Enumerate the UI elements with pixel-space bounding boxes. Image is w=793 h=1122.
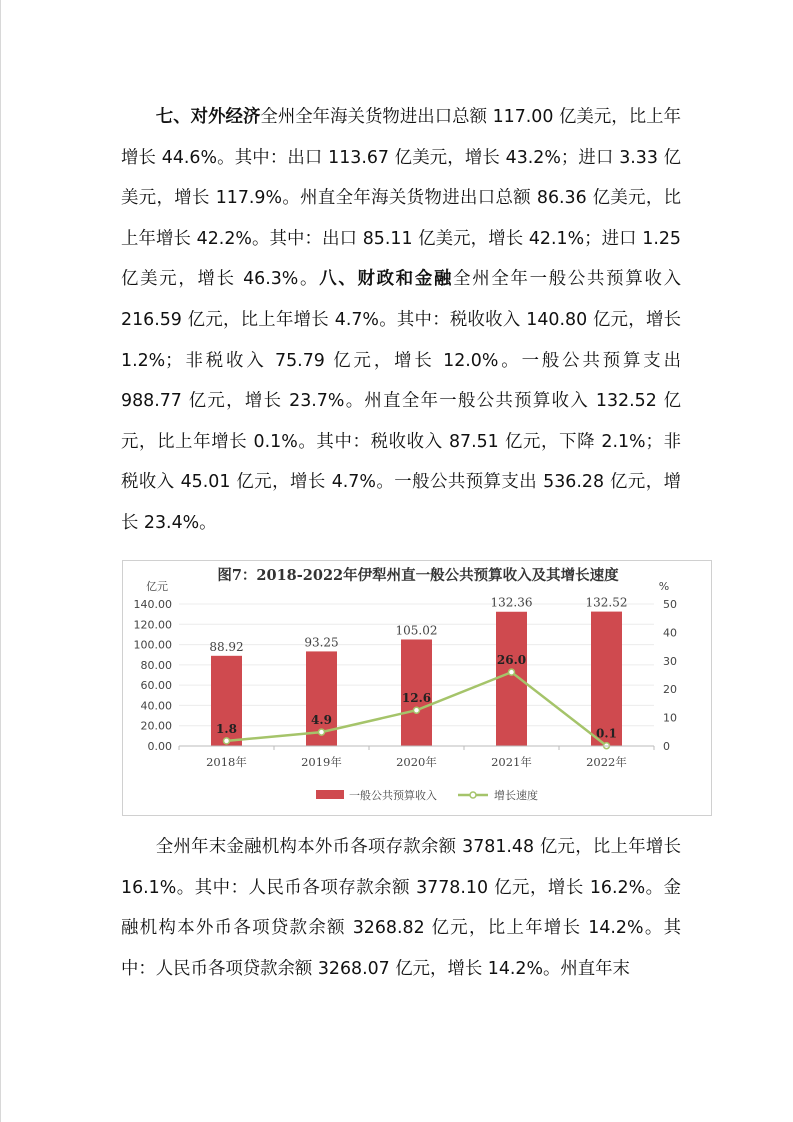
paragraph-external-economy-finance <box>121 97 681 544</box>
growth-point <box>224 738 230 744</box>
left-axis-unit: 亿元 <box>146 580 168 593</box>
growth-point <box>509 669 515 675</box>
chart-canvas <box>123 561 713 817</box>
paragraph-finance-deposits <box>121 827 681 989</box>
bar-value-label: 88.92 <box>209 639 244 654</box>
section7-heading: 七、对外经济 <box>155 107 261 127</box>
x-axis-tick-label: 2022年 <box>586 755 627 769</box>
bar-value-label: 105.02 <box>395 623 438 638</box>
left-axis-tick-label: 20.00 <box>140 719 172 733</box>
chart-title: 图7：2018-2022年伊犁州直一般公共预算收入及其增长速度 <box>217 567 619 584</box>
left-axis-tick-label: 100.00 <box>133 638 172 652</box>
right-axis-unit: % <box>658 580 670 593</box>
x-axis-tick-label: 2018年 <box>206 755 247 769</box>
growth-value-label: 0.1 <box>596 726 617 741</box>
section8-text-deposits: 全州年末金融机构本外币各项存款余额 3781.48 亿元，比上年增长 16.1%。其中：人民币各项存款余额 3778.10 亿元，增长 16.2%。金融机构本外币各项贷款余额 3268.82 亿元，比上年增长 14.2%。其中：人民币各项贷款余额 3268.07 亿元，增长 14.2%。州直年末 <box>121 837 681 979</box>
right-axis-tick-label: 20 <box>663 683 677 697</box>
bar-value-label: 132.36 <box>490 595 533 610</box>
bar <box>496 612 527 746</box>
x-axis-tick-label: 2019年 <box>301 755 342 769</box>
growth-value-label: 1.8 <box>216 721 237 736</box>
growth-point <box>319 729 325 735</box>
right-axis-tick-label: 0 <box>663 740 670 753</box>
legend-line-marker <box>470 792 476 798</box>
legend-bar-swatch <box>316 790 344 799</box>
x-axis-tick-label: 2020年 <box>396 755 437 769</box>
section7-text: 全州全年海关货物进出口总额 117.00 亿美元，比上年增长 44.6%。其中：出口 113.67 亿美元，增长 43.2%；进口 3.33 亿美元，增长 117.9%。州直全年海关货物进出口总额 86.36 亿美元，比上年增长 42.2%。其中：出口 85.11 亿美元，增长 42.1%；进口 1.25 亿美元，增长 46.3%。 <box>121 107 681 290</box>
section8-text: 全州全年一般公共预算收入 216.59 亿元，比上年增长 4.7%。其中：税收收入 140.80 亿元，增长 1.2%；非税收入 75.79 亿元，增长 12.0%。一般公共预算支出 988.77 亿元，增长 23.7%。州直全年一般公共预算收入 132.52 亿元，比上年增长 0.1%。其中：税收收入 87.51 亿元，下降 2.1%；非税收入 45.01 亿元，增长 4.7%。一般公共预算支出 536.28 亿元，增长 23.4%。 <box>121 269 681 533</box>
right-axis-tick-label: 40 <box>663 626 677 640</box>
growth-point <box>414 707 420 713</box>
left-axis-tick-label: 0.00 <box>147 740 172 753</box>
section8-heading: 八、财政和金融 <box>319 269 454 290</box>
left-axis-tick-label: 80.00 <box>140 658 172 672</box>
right-axis-tick-label: 50 <box>663 598 677 611</box>
left-axis-tick-label: 60.00 <box>140 679 172 693</box>
left-axis-tick-label: 140.00 <box>133 598 172 611</box>
budget-revenue-chart <box>122 560 712 816</box>
growth-value-label: 12.6 <box>401 691 432 706</box>
bar-value-label: 93.25 <box>304 635 339 650</box>
left-axis-tick-label: 40.00 <box>140 699 172 713</box>
x-axis-tick-label: 2021年 <box>491 755 532 769</box>
right-axis-tick-label: 10 <box>663 711 677 725</box>
legend-line-label: 增长速度 <box>494 789 538 802</box>
growth-value-label: 4.9 <box>311 713 332 728</box>
right-axis-tick-label: 30 <box>663 654 677 668</box>
legend-bar-label: 一般公共预算收入 <box>349 789 437 802</box>
left-axis-tick-label: 120.00 <box>133 618 172 632</box>
document-page <box>1 0 793 1122</box>
growth-value-label: 26.0 <box>496 653 527 668</box>
bar-value-label: 132.52 <box>585 595 628 610</box>
